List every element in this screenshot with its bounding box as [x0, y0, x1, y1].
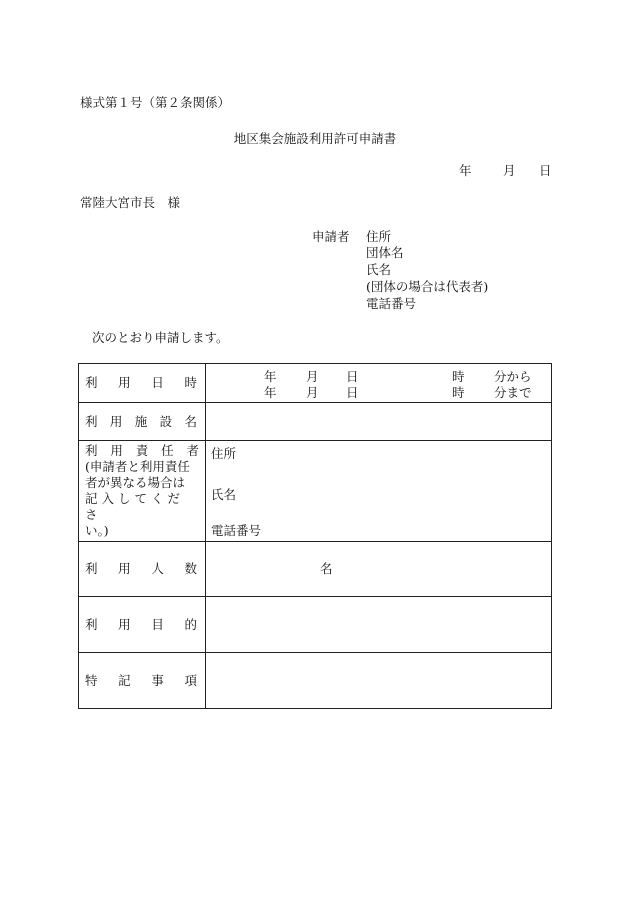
purpose-field[interactable]	[206, 597, 552, 653]
responsible-label	[79, 441, 206, 542]
from-hour: 時	[452, 369, 465, 384]
form-title: 地区集会施設利用許可申請書	[233, 131, 397, 146]
label-char: 事	[151, 672, 164, 688]
usage-datetime-field[interactable]	[206, 364, 552, 403]
responsible-note-line: 記入してくださ	[85, 491, 185, 522]
usage-from-row	[206, 367, 551, 383]
row-usage-datetime	[79, 364, 552, 403]
usage-datetime-label	[79, 364, 206, 403]
label-char: 用	[118, 616, 131, 632]
facility-field[interactable]	[206, 403, 552, 441]
people-unit: 名	[320, 561, 333, 576]
applicant-address-label: 住所	[366, 229, 392, 244]
row-notes	[79, 653, 552, 709]
row-responsible	[79, 441, 552, 542]
responsible-note-line: 者が異なる場合は	[85, 475, 186, 490]
label-char: 利	[85, 561, 98, 576]
notes-field[interactable]	[206, 653, 552, 709]
responsible-note-line: い。)	[85, 523, 109, 538]
date-month-label: 月	[503, 163, 516, 178]
row-people	[79, 542, 552, 597]
to-minute: 分まで	[494, 385, 532, 400]
label-char: 利	[85, 443, 98, 458]
facility-label	[79, 403, 206, 441]
from-year: 年	[264, 369, 277, 384]
from-day: 日	[346, 369, 359, 384]
label-char: 施	[134, 413, 148, 429]
date-year-label: 年	[459, 163, 472, 178]
form-number: 様式第１号（第２条関係）	[80, 95, 231, 110]
label-char: 名	[184, 413, 197, 429]
applicant-group-label: 団体名	[366, 245, 404, 260]
label-char: 的	[184, 616, 197, 632]
intro-text: 次のとおり申請します。	[92, 330, 229, 345]
label-char: 利	[85, 616, 98, 632]
label-char: 目	[151, 616, 164, 632]
label-char: 任	[161, 443, 174, 458]
to-year: 年	[264, 385, 277, 400]
from-month: 月	[306, 369, 319, 384]
label-char: 人	[151, 561, 164, 576]
usage-to-row	[206, 383, 551, 399]
application-table	[78, 363, 552, 709]
label-char: 用	[110, 443, 123, 458]
label-char: 責	[135, 443, 149, 458]
label-char: 用	[118, 375, 131, 390]
label-char: 記	[118, 672, 131, 688]
row-purpose	[79, 597, 552, 653]
responsible-name-label: 氏名	[211, 487, 237, 502]
responsible-phone-label: 電話番号	[211, 523, 262, 538]
people-field[interactable]	[206, 542, 552, 597]
label-char: 日	[151, 375, 164, 390]
to-day: 日	[346, 385, 359, 400]
label-char: 用	[118, 561, 131, 576]
label-char: 者	[186, 443, 199, 458]
responsible-field[interactable]	[206, 441, 552, 542]
label-char: 項	[184, 672, 197, 688]
label-char: 特	[85, 672, 98, 688]
applicant-label: 申請者	[312, 229, 350, 244]
addressee: 常陸大宮市長 様	[80, 195, 181, 210]
label-char: 用	[109, 413, 123, 429]
people-label	[79, 542, 206, 597]
purpose-label	[79, 597, 206, 653]
label-char: 利	[85, 413, 98, 429]
to-month: 月	[306, 385, 319, 400]
label-char: 設	[159, 413, 173, 429]
label-char: 数	[184, 561, 197, 576]
applicant-representative-note: (団体の場合は代表者)	[366, 279, 489, 294]
label-char: 利	[85, 375, 98, 390]
applicant-phone-label: 電話番号	[366, 296, 417, 311]
to-hour: 時	[452, 385, 465, 400]
responsible-address-label: 住所	[211, 446, 237, 461]
applicant-name-label: 氏名	[366, 262, 392, 277]
date-day-label: 日	[539, 163, 552, 178]
from-minute: 分から	[494, 369, 532, 384]
notes-label	[79, 653, 206, 709]
label-char: 時	[184, 375, 197, 390]
row-facility	[79, 403, 552, 441]
responsible-note-line: (申請者と利用責任	[85, 459, 190, 474]
